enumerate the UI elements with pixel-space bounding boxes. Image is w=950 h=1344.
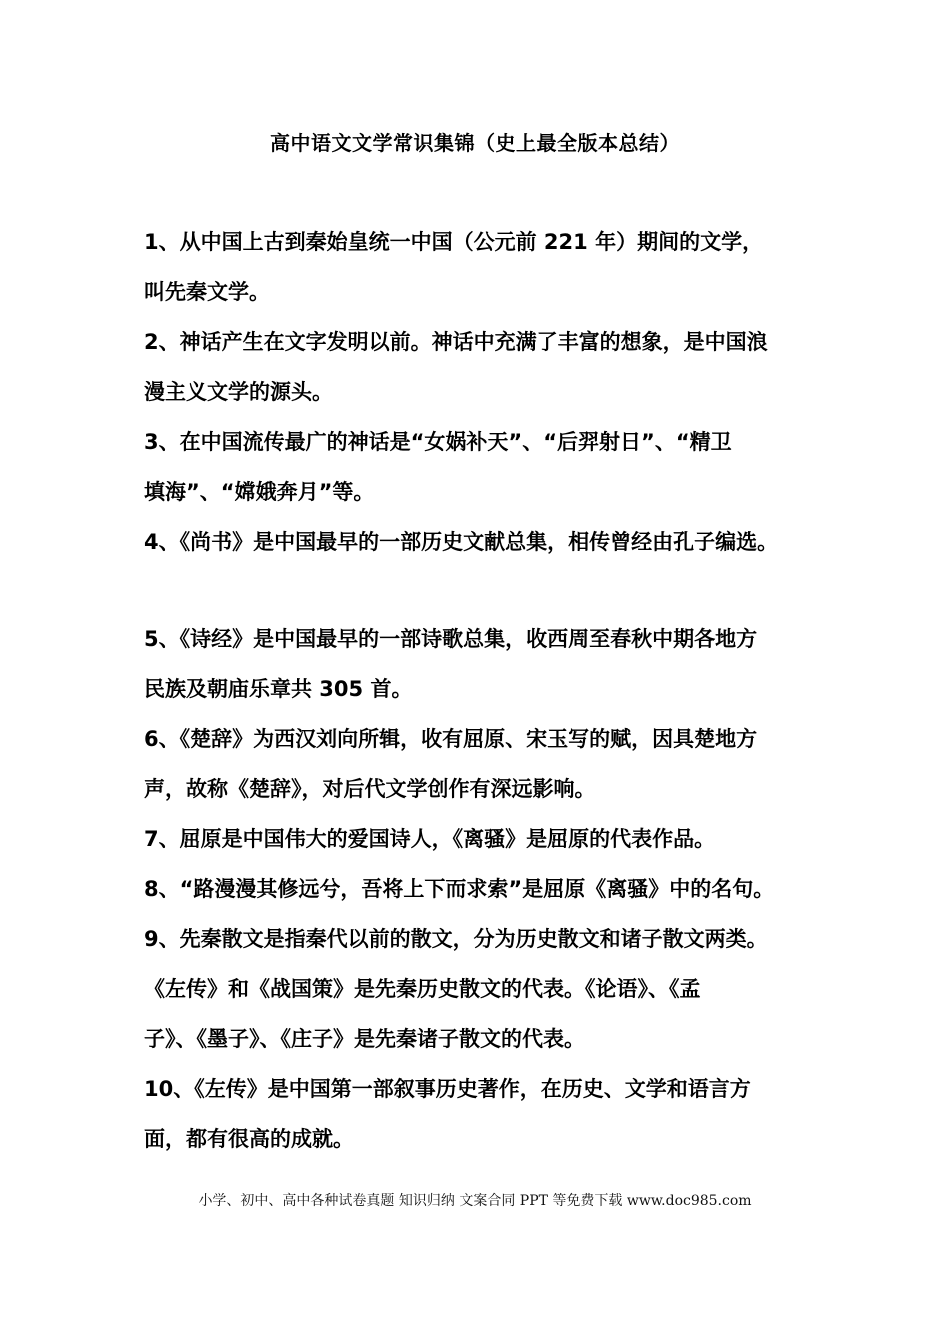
body-line: 7、屈原是中国伟大的爱国诗人，《离骚》是屈原的代表作品。 [144,827,716,851]
body-line: 2、神话产生在文字发明以前。神话中充满了丰富的想象，是中国浪 [144,330,768,354]
page-footer: 小学、初中、高中各种试卷真题 知识归纳 文案合同 PPT 等免费下载 www.doc985.com [198,1193,752,1209]
body-line: 叫先秦文学。 [144,280,270,304]
body-line: 5、《诗经》是中国最早的一部诗歌总集，收西周至春秋中期各地方 [144,627,758,651]
body-line: 填海”、“嫦娥奔月”等。 [144,480,375,504]
body-line: 4、《尚书》是中国最早的一部历史文献总集，相传曾经由孔子编选。 [144,530,779,554]
body-line: 漫主义文学的源头。 [144,380,333,404]
body-line: 声，故称《楚辞》，对后代文学创作有深远影响。 [144,777,596,801]
body-line: 面，都有很高的成就。 [144,1127,354,1151]
body-line: 8、“路漫漫其修远兮，吾将上下而求索”是屈原《离骚》中的名句。 [144,877,775,901]
body-line: 10、《左传》是中国第一部叙事历史著作，在历史、文学和语言方 [144,1077,751,1101]
body-line: 1、从中国上古到秦始皇统一中国（公元前 221 年）期间的文学， [144,230,764,254]
body-line: 9、先秦散文是指秦代以前的散文，分为历史散文和诸子散文两类。 [144,927,768,951]
body-line: 子》、《墨子》、《庄子》是先秦诸子散文的代表。 [144,1027,585,1051]
body-line: 《左传》和《战国策》是先秦历史散文的代表。《论语》、《孟 [144,977,701,1001]
document-body [144,225,834,1172]
body-line: 6、《楚辞》为西汉刘向所辑，收有屈原、宋玉写的赋，因具楚地方 [144,727,758,751]
paragraph-spacer [144,575,834,622]
body-line: 民族及朝庙乐章共 305 首。 [144,677,413,701]
document-title: 高中语文文学常识集锦（史上最全版本总结） [270,131,680,155]
body-line: 3、在中国流传最广的神话是“女娲补天”、“后羿射日”、“精卫 [144,430,732,454]
